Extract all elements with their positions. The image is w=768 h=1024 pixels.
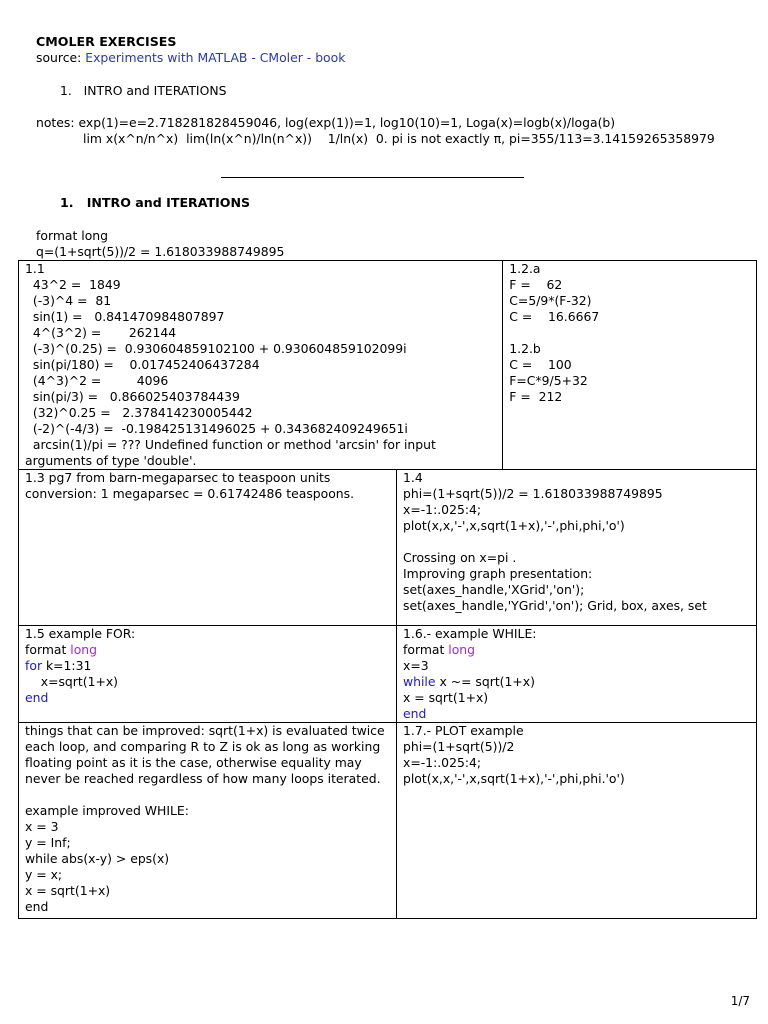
notes-line-1: notes: exp(1)=e=2.718281828459046, log(exp(1))=1, log10(10)=1, Loga(x)=logb(x)/loga(b) [36, 115, 616, 130]
c16-line3: x=3 [403, 658, 429, 673]
c16-line1: 1.6.- example WHILE: [403, 626, 537, 641]
c1-1-line: arcsin(1)/pi = ??? Undefined function or method 'arcsin' for input [25, 437, 436, 452]
c16-condition: x ~= sqrt(1+x) [435, 674, 535, 689]
intro-golden-ratio-line: q=(1+sqrt(5))/2 = 1.618033988749895 [36, 244, 285, 259]
source-link[interactable]: Experiments with MATLAB - CMoler - book [85, 50, 346, 65]
c16-end-keyword: end [403, 706, 427, 721]
intro-format-line: format long [36, 228, 109, 243]
section-heading: 1. INTRO and ITERATIONS [60, 195, 251, 210]
c1-1-line: sin(pi/3) = 0.866025403784439 [25, 389, 240, 404]
c1-1-line: sin(pi/180) = 0.017452406437284 [25, 357, 260, 372]
cell-1-1 [19, 261, 503, 470]
cell-1-4 [397, 470, 757, 626]
c15-line1: 1.5 example FOR: [25, 626, 136, 641]
c-improve-line: floating point as it is the case, otherwise equality may [25, 755, 362, 770]
notes-line-2: lim x(x^n/n^x) lim(ln(x^n)/ln(n^x)) 1/ln(x) 0. pi is not exactly π, pi=355/113=3.14159265358979 [83, 131, 715, 146]
c15-for-keyword: for [25, 658, 43, 673]
c16-long: long [448, 642, 476, 657]
c1-1-line: 4^(3^2) = 262144 [25, 325, 177, 340]
c15-line2 [25, 642, 396, 658]
c1-7-line: phi=(1+sqrt(5))/2 [403, 739, 515, 754]
c1-1-line: 43^2 = 1849 [25, 277, 121, 292]
c1-4-line: set(axes_handle,'XGrid','on'); [403, 582, 585, 597]
c1-2-line: F = 62 [509, 277, 563, 292]
c16-format: format [403, 642, 449, 657]
c1-7-line: plot(x,x,'-',x,sqrt(1+x),'-',phi,phi.'o') [403, 771, 625, 786]
c1-1-line: (32)^0.25 = 2.378414230005442 [25, 405, 253, 420]
c1-1-line: (-3)^(0.25) = 0.930604859102100 + 0.930604859102099i [25, 341, 407, 356]
c1-1-line: sin(1) = 0.841470984807897 [25, 309, 225, 324]
cell-1-6 [397, 626, 757, 723]
cell-1-5 [19, 626, 397, 723]
c1-1-line: 1.1 [25, 261, 45, 276]
toc-item[interactable]: 1. INTRO and ITERATIONS [60, 83, 227, 98]
c1-4-line: 1.4 [403, 470, 423, 485]
exercise-table [18, 260, 757, 919]
c1-2-line: C = 100 [509, 357, 572, 372]
c-improve-line: while abs(x-y) > eps(x) [25, 851, 170, 866]
c-improve-line [25, 787, 396, 803]
cell-1-2 [503, 261, 757, 470]
c15-format: format [25, 642, 71, 657]
c1-2-line: 1.2.a [509, 261, 541, 276]
c1-2-line: C=5/9*(F-32) [509, 293, 592, 308]
c-improve-line: each loop, and comparing R to Z is ok as long as working [25, 739, 381, 754]
c1-2-line: F=C*9/5+32 [509, 373, 588, 388]
c-improve-line: never be reached regardless of how many loops iterated. [25, 771, 381, 786]
c-improve-line: y = Inf; [25, 835, 71, 850]
c15-long: long [70, 642, 98, 657]
page-number: 1/7 [730, 994, 750, 1008]
c-improve-line: things that can be improved: sqrt(1+x) is evaluated twice [25, 723, 385, 738]
c1-2-line: F = 212 [509, 389, 563, 404]
source-line [36, 50, 345, 66]
c1-1-line: (4^3)^2 = 4096 [25, 373, 169, 388]
document-title: CMOLER EXERCISES [36, 34, 177, 49]
c1-1-line: arguments of type 'double'. [25, 453, 197, 468]
c1-4-line: x=-1:.025:4; [403, 502, 482, 517]
c1-1-line: (-2)^(-4/3) = -0.198425131496025 + 0.343682409249651i [25, 421, 408, 436]
c1-4-line: plot(x,x,'-',x,sqrt(1+x),'-',phi,phi,'o') [403, 518, 625, 533]
c15-for-range: k=1:31 [42, 658, 92, 673]
c1-2-line [509, 325, 756, 341]
c1-3-line: conversion: 1 megaparsec = 0.61742486 teaspoons. [25, 486, 355, 501]
c-improve-line: end [25, 899, 49, 914]
cell-improvement [19, 723, 397, 919]
c16-line2 [403, 642, 756, 658]
c-improve-line: example improved WHILE: [25, 803, 189, 818]
c1-4-line [403, 534, 756, 550]
c1-3-line: 1.3 pg7 from barn-megaparsec to teaspoon units [25, 470, 331, 485]
source-prefix: source: [36, 50, 86, 65]
cell-1-7 [397, 723, 757, 919]
c1-7-line: x=-1:.025:4; [403, 755, 482, 770]
c16-line4 [403, 674, 756, 690]
c15-end-keyword: end [25, 690, 49, 705]
c1-4-line: Improving graph presentation: [403, 566, 593, 581]
c1-7-line: 1.7.- PLOT example [403, 723, 524, 738]
c16-line5: x = sqrt(1+x) [403, 690, 489, 705]
c1-4-line: Crossing on x=pi . [403, 550, 517, 565]
c-improve-line: x = 3 [25, 819, 59, 834]
c16-while-keyword: while [403, 674, 436, 689]
cell-1-3 [19, 470, 397, 626]
c1-4-line: phi=(1+sqrt(5))/2 = 1.618033988749895 [403, 486, 663, 501]
c-improve-line: y = x; [25, 867, 63, 882]
horizontal-divider [221, 177, 524, 178]
c1-4-line: set(axes_handle,'YGrid','on'); Grid, box, axes, set [403, 598, 707, 613]
c-improve-line: x = sqrt(1+x) [25, 883, 111, 898]
c1-2-line: C = 16.6667 [509, 309, 600, 324]
c1-1-line: (-3)^4 = 81 [25, 293, 112, 308]
c15-line3 [25, 658, 396, 674]
c15-line4: x=sqrt(1+x) [25, 674, 119, 689]
c1-2-line: 1.2.b [509, 341, 541, 356]
